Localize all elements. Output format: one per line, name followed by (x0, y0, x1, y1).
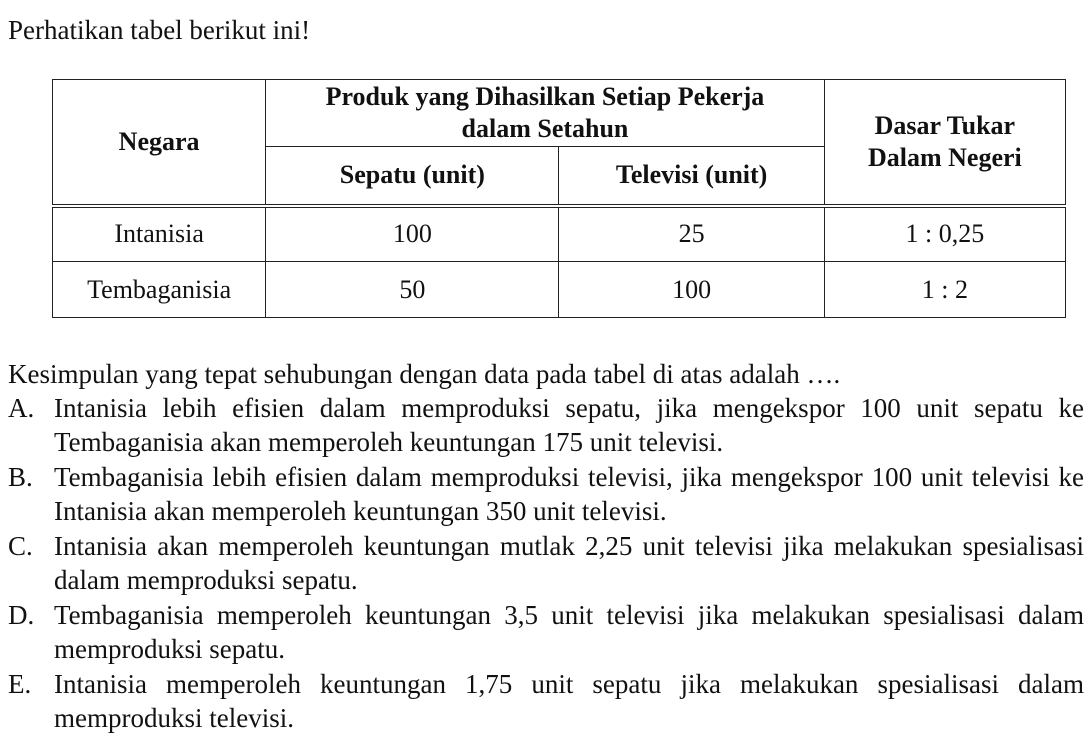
comparison-table (52, 79, 1066, 318)
option-letter: C. (8, 531, 33, 561)
option-letter: E. (8, 669, 32, 699)
cell-dasar-tukar: 1 : 2 (824, 262, 1065, 318)
cell-negara: Intanisia (53, 206, 266, 262)
header-dasar-tukar: Dasar Tukar Dalam Negeri (824, 80, 1065, 206)
option-a[interactable] (8, 391, 1084, 459)
header-sepatu: Sepatu (unit) (266, 147, 559, 206)
cell-televisi: 25 (559, 206, 824, 262)
table-row (53, 262, 1066, 318)
cell-televisi: 100 (559, 262, 824, 318)
option-text: Intanisia memperoleh keuntungan 1,75 unit sepatu jika melakukan spesialisasi dalam memproduksi televisi. (54, 669, 1084, 733)
intro-text: Perhatikan tabel berikut ini! (8, 15, 311, 45)
option-letter: B. (8, 462, 33, 492)
cell-negara: Tembaganisia (53, 262, 266, 318)
option-text: Tembaganisia lebih efisien dalam memproduksi televisi, jika mengekspor 100 unit televisi ke Intanisia akan memperoleh keuntungan 350 unit televisi. (54, 462, 1084, 526)
option-text: Intanisia lebih efisien dalam memproduksi sepatu, jika mengekspor 100 unit sepatu ke Tembaganisia akan memperoleh keuntungan 175 unit televisi. (54, 393, 1084, 457)
cell-dasar-tukar: 1 : 0,25 (824, 206, 1065, 262)
option-b[interactable] (8, 460, 1084, 528)
table-row (53, 206, 1066, 262)
option-e[interactable] (8, 667, 1084, 735)
question-text: Kesimpulan yang tepat sehubungan dengan data pada tabel di atas adalah …. (8, 359, 841, 389)
option-letter: D. (8, 600, 35, 630)
header-televisi: Televisi (unit) (559, 147, 824, 206)
cell-sepatu: 100 (266, 206, 559, 262)
option-text: Tembaganisia memperoleh keuntungan 3,5 unit televisi jika melakukan spesialisasi dalam memproduksi sepatu. (54, 600, 1084, 664)
option-letter: A. (8, 393, 35, 423)
answer-options (8, 391, 1084, 736)
cell-sepatu: 50 (266, 262, 559, 318)
header-negara: Negara (53, 80, 266, 206)
option-text: Intanisia akan memperoleh keuntungan mutlak 2,25 unit televisi jika melakukan spesialisasi dalam memproduksi sepatu. (54, 531, 1084, 595)
option-c[interactable] (8, 529, 1084, 597)
option-d[interactable] (8, 598, 1084, 666)
header-produk: Produk yang Dihasilkan Setiap Pekerja dalam Setahun (266, 80, 825, 147)
